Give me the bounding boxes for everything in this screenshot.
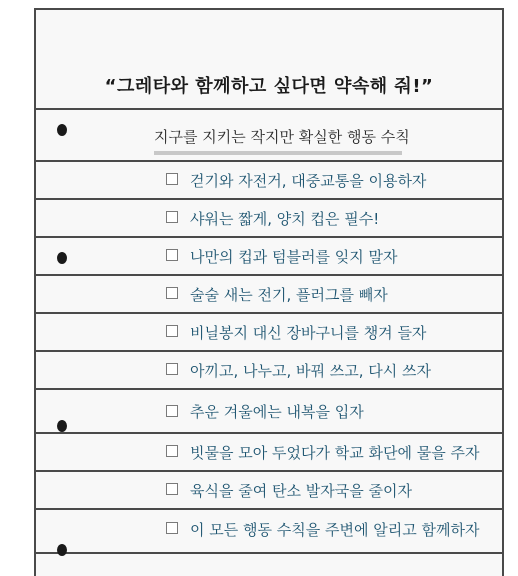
binder-hole: [57, 544, 67, 556]
checkbox[interactable]: [166, 483, 178, 495]
checkbox[interactable]: [166, 445, 178, 457]
binder-hole: [57, 124, 67, 136]
checkbox[interactable]: [166, 249, 178, 261]
checklist-item[interactable]: [36, 238, 502, 276]
checklist-item[interactable]: [36, 510, 502, 554]
binder-hole: [57, 420, 67, 432]
subtitle-underline: [154, 151, 402, 155]
checklist-sheet: [34, 8, 504, 576]
checklist-item[interactable]: [36, 162, 502, 200]
checklist-item[interactable]: [36, 314, 502, 352]
checklist-item-label: 이 모든 행동 수칙을 주변에 알리고 함께하자: [190, 521, 480, 539]
checklist-item[interactable]: [36, 200, 502, 238]
page-subtitle: 지구를 지키는 작지만 확실한 행동 수칙: [154, 128, 410, 146]
checkbox[interactable]: [166, 325, 178, 337]
checklist-item-label: 비닐봉지 대신 장바구니를 챙겨 들자: [190, 324, 427, 342]
checklist-item[interactable]: [36, 276, 502, 314]
checkbox[interactable]: [166, 363, 178, 375]
binder-hole: [57, 252, 67, 264]
checklist-item[interactable]: [36, 434, 502, 472]
page-title: “그레타와 함께하고 싶다면 약속해 줘!”: [104, 76, 434, 97]
checklist-item-label: 걷기와 자전거, 대중교통을 이용하자: [190, 172, 427, 190]
checkbox[interactable]: [166, 173, 178, 185]
checkbox[interactable]: [166, 405, 178, 417]
checklist-item[interactable]: [36, 472, 502, 510]
checklist-item[interactable]: [36, 352, 502, 390]
header: [36, 10, 502, 110]
checklist-item-label: 아끼고, 나누고, 바꿔 쓰고, 다시 쓰자: [190, 362, 432, 380]
checklist-item-label: 샤워는 짧게, 양치 컵은 필수!: [190, 210, 380, 228]
checklist-item-label: 나만의 컵과 텀블러를 잊지 말자: [190, 248, 398, 266]
subtitle-row: [36, 110, 502, 162]
checkbox[interactable]: [166, 211, 178, 223]
checklist-item[interactable]: [36, 390, 502, 434]
checklist-item-label: 추운 겨울에는 내복을 입자: [190, 403, 364, 421]
checklist-item-label: 빗물을 모아 두었다가 학교 화단에 물을 주자: [190, 444, 480, 462]
checkbox[interactable]: [166, 522, 178, 534]
checkbox[interactable]: [166, 287, 178, 299]
checklist-item-label: 육식을 줄여 탄소 발자국을 줄이자: [190, 482, 412, 500]
checklist-item-label: 술술 새는 전기, 플러그를 빼자: [190, 286, 388, 304]
